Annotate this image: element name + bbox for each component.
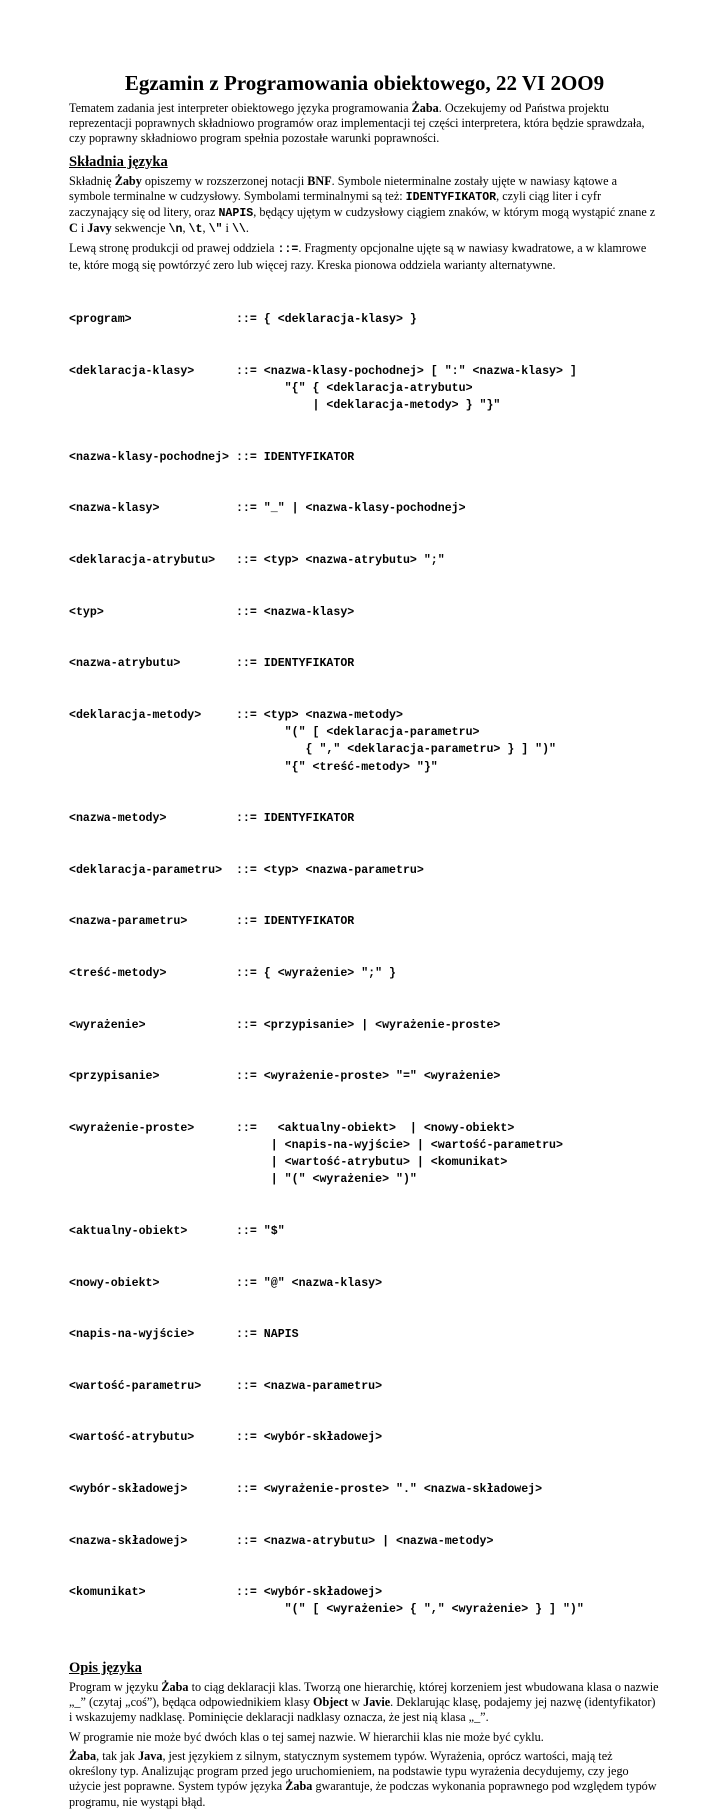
description-paragraph-3 [69,1749,660,1810]
syntax-p1-sep-3: i [222,221,232,236]
syntax-paragraph-2 [69,241,660,272]
desc-p1-javie: Javie [363,1695,391,1710]
description-heading: Opis języka [69,1660,142,1677]
desc-p3-language-name-2: Żaba [285,1779,313,1794]
grammar-rule: <program> ::= { <deklaracja-klasy> } [69,313,417,327]
desc-p1-language-name: Żaba [161,1680,189,1695]
intro-language-name: Żaba [411,101,439,115]
syntax-p1-c: C [69,221,78,236]
grammar-rule: <deklaracja-klasy> ::= <nazwa-klasy-pochodnej> [ ":" <nazwa-klasy> ] "{" { <deklaracja-atrybutu> | <deklaracja-metody> } "}" [69,364,577,413]
syntax-p1-identyfikator: IDENTYFIKATOR [405,190,497,204]
syntax-p1-text-1: Składnię [69,173,115,188]
grammar-rule: <wybór-składowej> ::= <wyrażenie-proste> "." <nazwa-składowej> [69,1483,543,1497]
syntax-p1-text-6: i [77,221,88,236]
syntax-paragraph-1 [69,174,660,238]
grammar-rule: <deklaracja-atrybutu> ::= <typ> <nazwa-atrybutu> ";" [69,554,445,568]
grammar-rule: <nazwa-atrybutu> ::= IDENTYFIKATOR [69,657,355,671]
syntax-p1-sep-1: , [182,221,189,236]
syntax-p1-text-8: . [245,221,249,236]
description-paragraph-1 [69,1680,660,1726]
syntax-p1-javy: Javy [87,221,112,236]
syntax-p1-seq-backslash: \\ [231,223,246,237]
grammar-rule: <aktualny-obiekt> ::= "$" [69,1225,285,1238]
syntax-heading: Składnia języka [69,153,168,170]
grammar-rule: <treść-metody> ::= { <wyrażenie> ";" } [69,966,396,980]
grammar-rule: <nowy-obiekt> ::= "@" <nazwa-klasy> [69,1276,383,1290]
syntax-p1-seq-newline: \n [168,223,183,237]
intro-text-2: . Oczekujemy od Państwa projektu reprezentacji poprawnych składniowo programów oraz implementacji tej części interpretera, która będzie sprawdzała, czy poprawny składniowo program spełnia pozostałe warunki poprawności. [69,101,645,146]
syntax-p1-text-7: sekwencje [111,221,169,236]
desc-p3-language-name-1: Żaba [69,1748,97,1763]
grammar-rule: <deklaracja-metody> ::= <typ> <nazwa-metody> "(" [ <deklaracja-parametru> { "," <deklaracja-parametru> } ] ")" "{" <treść-metody> "}" [69,708,557,774]
syntax-p1-seq-quote: \" [208,223,223,237]
syntax-p1-language-name: Żaby [114,173,142,188]
page-title: Egzamin z Programowania obiektowego, 22 VI 2OO9 [124,71,605,95]
grammar-rule: <nazwa-metody> ::= IDENTYFIKATOR [69,812,355,826]
grammar-rule: <deklaracja-parametru> ::= <typ> <nazwa-parametru> [69,863,424,877]
desc-p3-text-2: , jest językiem z silnym, statycznym systemem typów. Wyrażenia, oprócz wartości, mają też określony typ. Analizując program przed jego uruchomieniem, na podstawie typu wyrażenia decydujemy, czy jego użycie jest poprawne. System typów języka [69,1748,629,1794]
syntax-p1-sep-2: , [202,221,209,236]
grammar-rule: <wartość-parametru> ::= <nazwa-parametru> [69,1379,383,1393]
syntax-p1-text-2: opiszemy w rozszerzonej notacji [141,173,308,188]
grammar-rule: <nazwa-klasy> ::= "_" | <nazwa-klasy-pochodnej> [69,502,466,516]
grammar-rule: <napis-na-wyjście> ::= NAPIS [69,1328,299,1342]
grammar-rule: <wyrażenie> ::= <przypisanie> | <wyrażenie-proste> [69,1018,501,1032]
syntax-p2-text-1: Lewą stronę produkcji od prawej oddziela [69,241,278,256]
desc-p3-java: Java [138,1748,163,1763]
desc-p3-text-1: , tak jak [96,1748,139,1763]
syntax-p2-operator: ::= [277,243,299,257]
grammar-rule: <nazwa-parametru> ::= IDENTYFIKATOR [69,915,355,929]
syntax-p1-text-5: , będący ujętym w cudzysłowy ciągiem znaków, w którym mogą wystąpić znane z [253,205,656,220]
syntax-p1-text-3: . Symbole nieterminalne zostały ujęte w nawiasy kątowe a symbole terminalne w cudzysłowy. Symbolami terminalnymi są też: [69,173,617,203]
grammar-rule: <komunikat> ::= <wybór-składowej> "(" [ <wyrażenie> { "," <wyrażenie> } ] ")" [69,1586,584,1617]
syntax-p1-text-4: , czyli ciąg liter i cyfr zaczynający się od litery, oraz [69,188,602,220]
desc-p3-text-3: gwarantuje, że podczas wykonania poprawnego pod względem typów programu, nie wystąpi błąd. [69,1779,657,1809]
desc-p1-text-4: . Deklarując klasę, podajemy jej nazwę (identyfikator) i wskazujemy nadklasę. Pominięcie deklaracji nadklasy oznacza, że jest nią klasa „_”. [69,1695,656,1725]
syntax-p1-napis: NAPIS [218,207,254,221]
grammar-listing [69,277,660,1653]
desc-p1-text-2: to ciąg deklaracji klas. Tworzą one hierarchię, której korzeniem jest wbudowana klasa o nazwie „_” (czytaj „coś”), będąca odpowiednikiem klasy [69,1680,659,1710]
grammar-rule: <przypisanie> ::= <wyrażenie-proste> "=" <wyrażenie> [69,1070,501,1084]
description-paragraph-2: W programie nie może być dwóch klas o tej samej nazwie. W hierarchii klas nie może być cyklu. [69,1729,544,1744]
grammar-rule: <wyrażenie-proste> ::= <aktualny-obiekt> | <nowy-obiekt> | <napis-na-wyjście> | <wartość-parametru> | <wartość-atrybutu> | <komunikat> | "(" <wyrażenie> ")" [69,1121,563,1187]
desc-p1-text-1: Program w języku [69,1680,162,1695]
grammar-rule: <wartość-atrybutu> ::= <wybór-składowej> [69,1431,383,1445]
syntax-p1-bnf: BNF [307,173,332,188]
intro-paragraph [69,101,660,147]
grammar-rule: <typ> ::= <nazwa-klasy> [69,605,355,619]
syntax-p2-text-2: . Fragmenty opcjonalne ujęte są w nawiasy kwadratowe, a w klamrowe te, które mogą się powtórzyć zero lub więcej razy. Kreska pionowa oddziela warianty alternatywne. [69,241,647,272]
intro-text-1: Tematem zadania jest interpreter obiektowego języka programowania [69,101,412,115]
grammar-rule: <nazwa-składowej> ::= <nazwa-atrybutu> | <nazwa-metody> [69,1534,494,1548]
desc-p1-text-3: w [348,1695,364,1710]
grammar-rule: <nazwa-klasy-pochodnej> ::= IDENTYFIKATOR [69,450,355,464]
syntax-p1-seq-tab: \t [188,223,203,237]
desc-p1-object: Object [312,1695,349,1710]
